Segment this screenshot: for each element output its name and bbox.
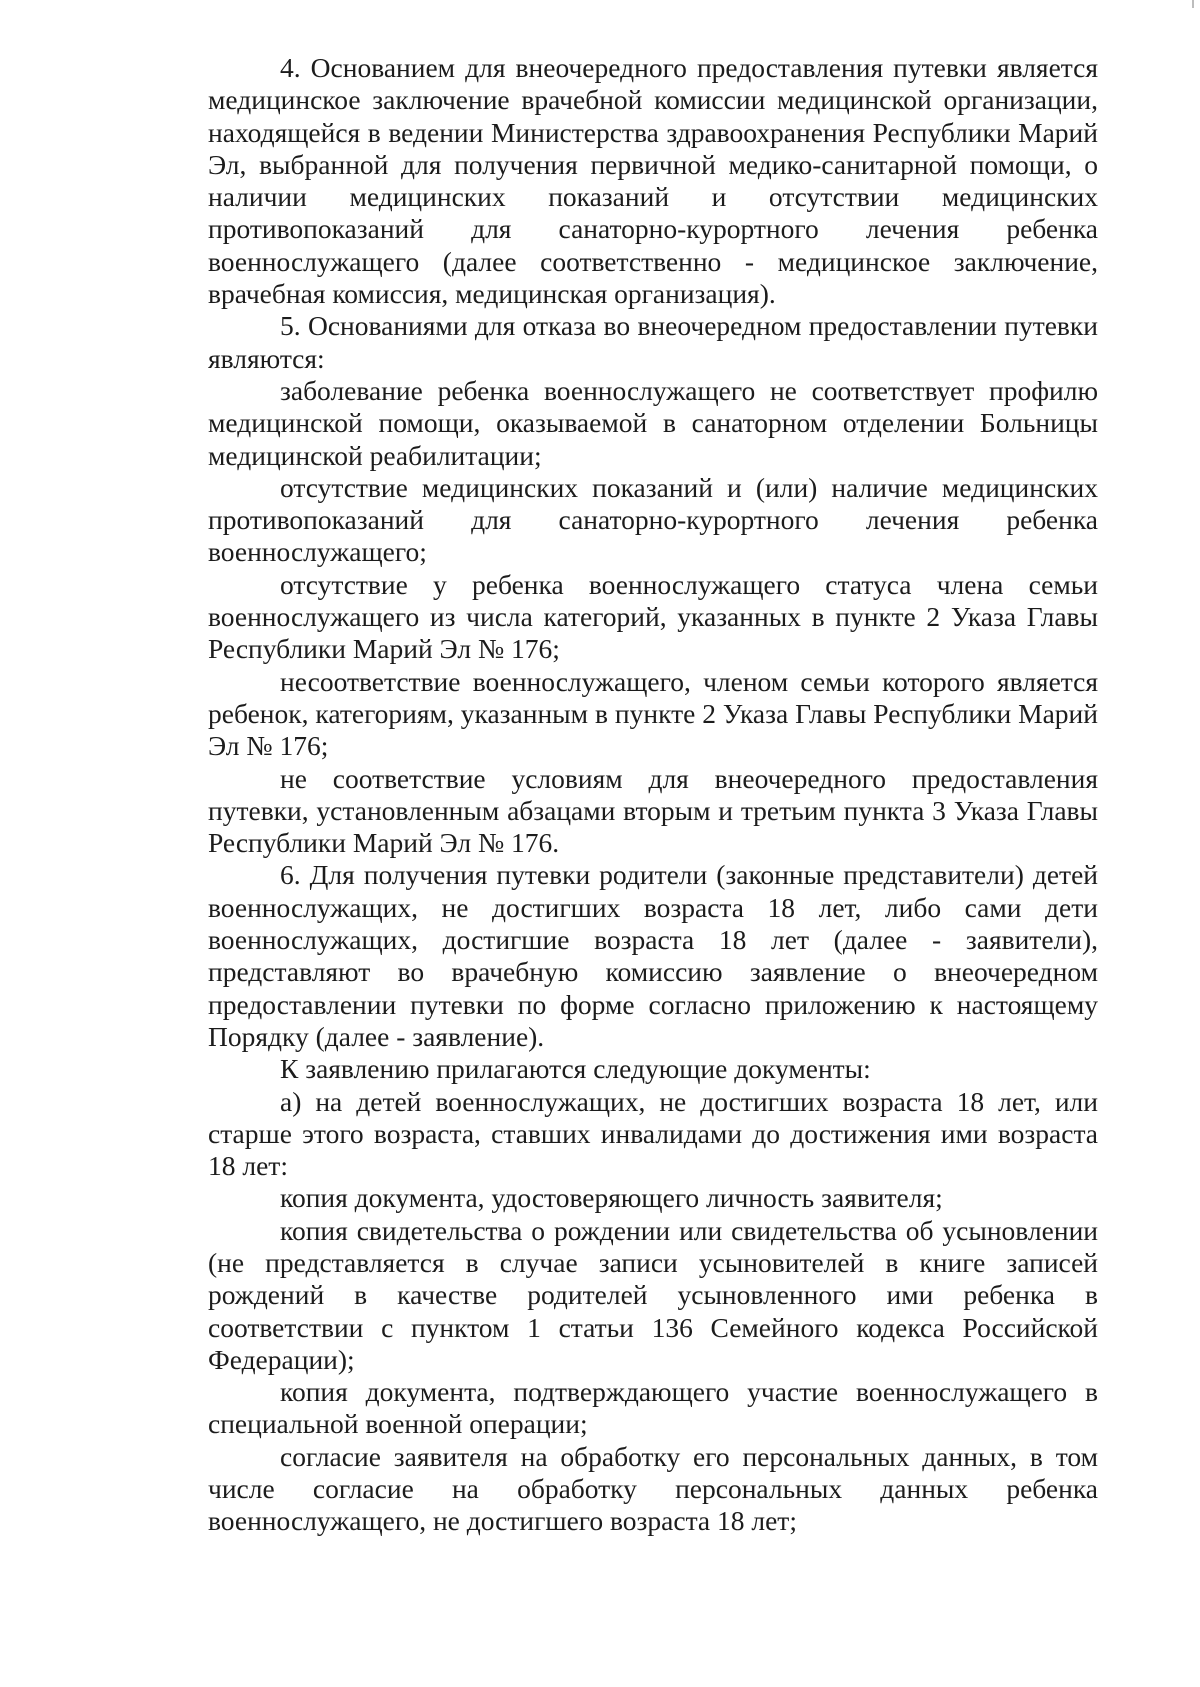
doc-personal-data-consent: согласие заявителя на обработку его персональных данных, в том числе согласие на обработку персональных данных ребенка военнослужащего, не достигшего возраста 18 лет; [208,1440,1098,1537]
doc-birth-certificate-copy: копия свидетельства о рождении или свидетельства об усыновлении (не представляется в случае записи усыновителей в книге записей рождений в качестве родителей усыновленного ими ребенка в соответствии с пунктом 1 статьи 136 Семейного кодекса Российской Федерации); [208,1214,1098,1375]
document-body [208,52,1098,1538]
paragraph-4-basis: 4. Основанием для внеочередного предоставления путевки является медицинское заключение врачебной комиссии медицинской организации, находящейся в ведении Министерства здравоохранения Республики Марий Эл, выбранной для получения первичной медико-санитарной помощи, о наличии медицинских показаний и отсутствии медицинских противопоказаний для санаторно-курортного лечения ребенка военнослужащего (далее соответственно - медицинское заключение, врачебная комиссия, медицинская организация). [208,52,1098,310]
attached-documents-intro: К заявлению прилагаются следующие документы: [280,1053,871,1085]
scan-mark [1192,0,1194,8]
doc-participation-copy: копия документа, подтверждающего участие военнослужащего в специальной военной операции; [208,1376,1098,1440]
doc-identity-copy: копия документа, удостоверяющего личность заявителя; [280,1182,943,1214]
refusal-ground-profile-mismatch: заболевание ребенка военнослужащего не соответствует профилю медицинской помощи, оказываемой в санаторном отделении Больницы медицинской реабилитации; [208,374,1098,471]
refusal-ground-contraindications: отсутствие медицинских показаний и (или) наличие медицинских противопоказаний для санаторно-курортного лечения ребенка военнослужащего; [208,471,1098,568]
paragraph-6-application: 6. Для получения путевки родители (законные представители) детей военнослужащих, не достигших возраста 18 лет, либо сами дети военнослужащих, достигшие возраста 18 лет (далее - заявители), представляют во врачебную комиссию заявление о внеочередном предоставлении путевки по форме согласно приложению к настоящему Порядку (далее - заявление). [208,859,1098,1052]
refusal-ground-family-status: отсутствие у ребенка военнослужащего статуса члена семьи военнослужащего из числа категорий, указанных в пункте 2 Указа Главы Республики Марий Эл № 176; [208,568,1098,665]
refusal-ground-conditions: не соответствие условиям для внеочередного предоставления путевки, установленным абзацами вторым и третьим пункта 3 Указа Главы Республики Марий Эл № 176. [208,762,1098,859]
refusal-ground-category-mismatch: несоответствие военнослужащего, членом семьи которого является ребенок, категориям, указанным в пункте 2 Указа Главы Республики Марий Эл № 176; [208,665,1098,762]
paragraph-5-refusal-grounds: 5. Основаниями для отказа во внеочередном предоставлении путевки являются: [208,310,1098,374]
subparagraph-a: а) на детей военнослужащих, не достигших возраста 18 лет, или старше этого возраста, ставших инвалидами до достижения ими возраста 18 лет: [208,1085,1098,1182]
